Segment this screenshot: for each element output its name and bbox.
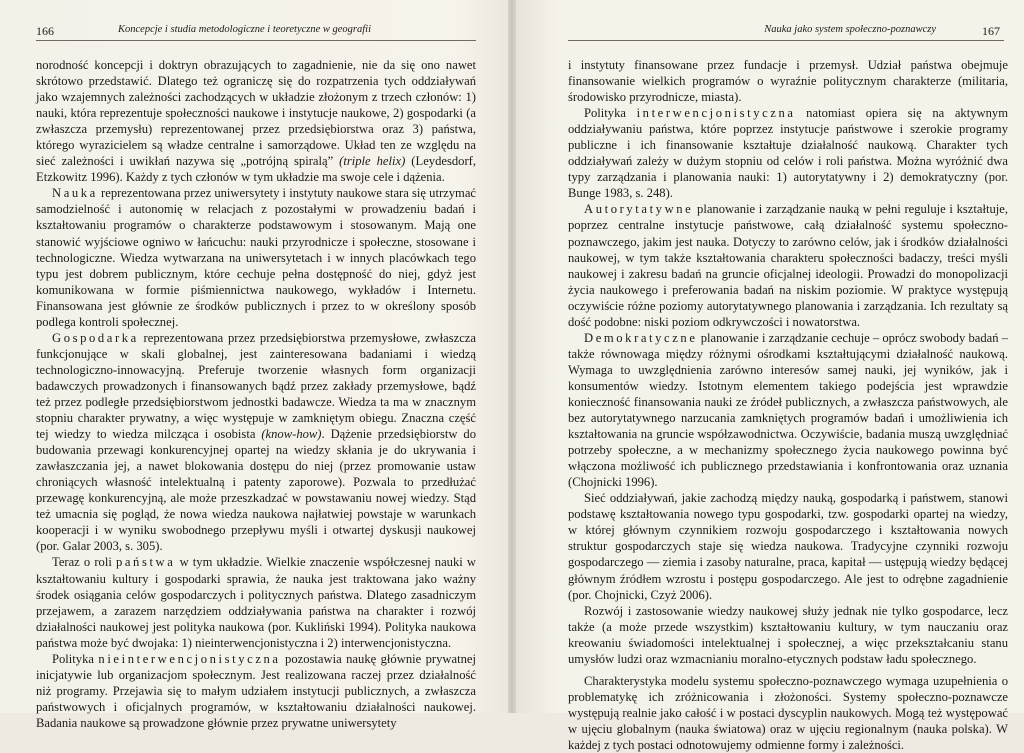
header-rule xyxy=(36,40,476,41)
text-run: Polityka xyxy=(52,651,99,666)
left-page-body xyxy=(36,57,476,731)
paragraph xyxy=(568,603,1008,667)
spaced-term: Nauka xyxy=(52,186,98,201)
text-run: planowanie i zarządzanie nauką w pełni reguluje i kształtuje, poprzez centralne instytucje państwowe, całą działalność systemu społeczno-poznawczego, jakim jest nauka. Dotyczy to zarówno celów, jak i środków działalności naukowej, w tym także kształtowania charakteru społeczności badaczy, treści myśli naukowej i zakresu badań na gruncie oficjalnej ideologii. Prowadzi do monopolizacji życia naukowego i preferowania badań na niskim poziomie. W praktyce występują oczywiście różne poziomy autorytatywnego planowania i zarządzania. Ich rezultaty są dość podobne: niski poziom odkrywczości i nowatorstwa. xyxy=(568,202,1008,329)
text-run: Polityka xyxy=(584,106,637,121)
text-run: Teraz o roli xyxy=(52,555,116,570)
text-run: i instytuty finansowane przez fundacje i przemysł. Udział państwa obejmuje finansowanie wielkich programów o wyraźnie politycznym charakterze (militaria, środowisko przyrodnicze, miasta). xyxy=(568,58,1008,105)
text-run: Charakterystyka modelu systemu społeczno-poznawczego wymaga uzupełnienia o problematykę ich zróżnicowania i złożoności. Systemy społeczno-poznawcze występują realnie jako całość i w postaci dyscyplin naukowych. Mogą też występować w ujęciu globalnym (nauka światowa) oraz w ujęciu regionalnym (nauka polska). W każdej z tych postaci odnotowujemy odmienne formy i zależności. xyxy=(568,673,1008,752)
left-page-header xyxy=(36,24,476,40)
running-head: Koncepcje i studia metodologiczne i teoretyczne w geografii xyxy=(118,24,372,35)
text-run: reprezentowana przez uniwersytety i instytuty naukowe stara się utrzymać samodzielność i autonomię w relacjach z pozostałymi w prowadzeniu badań i kształtowaniu programów o charakterze podstawowym i stosowanym. Mają one stanowić wyjściowe ogniwo w łańcuchu: nauki przyrodnicze i społeczne, stosowane i technologiczne. Wiedza wytwarzana na uniwersytetach i w innych placówkach tego typu jest dobrem publicznym, które cechuje pełna dostępność do niej, gdyż jest komunikowana w formie piśmiennictwa naukowego, wykładów i Internetu. Finansowana jest głównie ze środków publicznych i przez to w określony sposób podlega kontroli społecznej. xyxy=(36,186,476,329)
text-run: reprezentowana przez przedsiębiorstwa przemysłowe, zwłaszcza funkcjonujące w skali globalnej, jest zainteresowana badaniami i wiedzą technologiczno-innowacyjną. Preferuje tworzenie własnych form organizacji badawczych prowadzonych i finansowanych bądź przez zakłady przemysłowe, bądź też przez podległe przedsiębiorstwom jednostki badawcze. Wiedza ta ma w znacznym stopniu charakter prywatny, a więc występuje w zamkniętym obiegu. Znaczna część tej wiedzy to wiedza milcząca i osobista xyxy=(36,330,476,442)
italic-term: (know-how) xyxy=(261,427,322,442)
italic-term: (triple helix) xyxy=(339,154,406,169)
page-number: 166 xyxy=(36,24,54,38)
book-gutter xyxy=(508,0,516,713)
spaced-term: Autorytatywne xyxy=(584,202,694,217)
text-run: natomiast opiera się na aktywnym oddziaływaniu państwa, które poprzez instytucje państwowe i szerokie programy publiczne i ich finansowanie kształtuje działalność naukową. Charakter tych oddziaływań zależy w dużym stopniu od celów i roli państwa. Można wyróżnić dwa typy zarządzania i planowania nauki: 1) autorytatywny i 2) demokratyczny (por. Bunge 1983, s. 248). xyxy=(568,106,1008,201)
paragraph xyxy=(36,651,476,731)
text-run: Rozwój i zastosowanie wiedzy naukowej służy jednak nie tylko gospodarce, lecz także (a może przede wszystkim) kształtowaniu kultury, w tym nauczaniu oraz kreowaniu świadomości intelektualnej i społecznej, a więc przekształcaniu stanu umysłów ludzi oraz wzmacnianiu moralno-etycznych podstaw ładu społecznego. xyxy=(568,603,1008,666)
text-run: Sieć oddziaływań, jakie zachodzą między nauką, gospodarką i państwem, stanowi podstawę kształtowania nowego typu gospodarki, tzw. gospodarki opartej na wiedzy, w której głównym czynnikiem rozwoju gospodarczego i kształtowania nowych struktur gospodarczych staje się wiedza naukowa. Tradycyjne czynniki rozwoju gospodarczego — ziemia i zasoby naturalne, praca, kapitał — ustępują wiedzy będącej głównym źródłem wzrostu i postępu gospodarczego. Ale jest to odrębne zagadnienie (por. Chojnicki, Czyż 2006). xyxy=(568,491,1008,602)
text-run: w tym układzie. Wielkie znaczenie współczesnej nauki w kształtowaniu kultury i gospodarki sprawia, że nauka jest traktowana jako ważny środek osiągania celów gospodarczych i politycznych państwa. Dlatego zasadniczym przejawem, a zarazem narzędziem oddziaływania państwa na charakter i rozwój działalności naukowej jest polityka naukowa (por. Kukliński 1994). Polityka naukowa państwa może być dwojaka: 1) nieinterwencjonistyczna i 2) interwencjonistyczna. xyxy=(36,555,476,650)
spaced-term: Demokratyczne xyxy=(584,330,698,345)
running-head: Nauka jako system społeczno-poznawczy xyxy=(764,24,936,35)
page-number: 167 xyxy=(982,24,1000,38)
paragraph xyxy=(568,490,1008,602)
paragraph xyxy=(568,330,1008,490)
right-page-header xyxy=(568,24,1000,40)
right-page xyxy=(516,0,1024,752)
spaced-term: interwencjonistyczna xyxy=(636,106,796,121)
text-run: (Leydesdorf, Etzkowitz 1996). Każdy z tych członów w tym układzie ma swoje cele i dążenia. xyxy=(36,154,476,185)
spaced-term: nieinterwencjonistyczna xyxy=(98,651,281,666)
paragraph xyxy=(36,330,476,555)
text-run: . Dążenie przedsiębiorstw do budowania przewagi konkurencyjnej opartej na wiedzy skłania je do ukrywania i zawłaszczania jej, a nawet blokowania dostępu do niej (przez promowanie ustaw chroniących własność intelektualną i patenty zaporowe). Pozwala to przedłużać przewagę konkurencyjną, ale może przeszkadzać w powstawaniu nowej wiedzy. Stąd też umacnia się pogląd, że nowa wiedza naukowa najłatwiej powstaje w warunkach kooperacji i w wyniku swobodnego przepływu myśli i otwartej dyskusji naukowej (por. Galar 2003, s. 305). xyxy=(36,427,476,554)
paragraph xyxy=(568,673,1008,753)
paragraph xyxy=(36,185,476,329)
paragraph xyxy=(568,57,1008,105)
paragraph xyxy=(36,57,476,185)
text-run: norodność koncepcji i doktryn obrazujących to zagadnienie, nie da się ono nawet skrótowo przedstawić. Dlatego też ograniczę się do rozpatrzenia tych oddziaływań jako wzajemnych zależności zachodzących w układzie złożonym z trzech członów: 1) nauki, która reprezentuje społeczności naukowe i instytucje naukowe, 2) gospodarki (a zwłaszcza przemysłu) reprezentowanej przez przedsiębiorstwa oraz 3) państwa, którego wyrazicielem są władze centralne i samorządowe. Układ ten ze względu na sieć zależności i uwikłań nazywa się „potrójną spiralą” xyxy=(36,58,476,169)
spaced-term: państwa xyxy=(115,555,176,570)
right-page-body xyxy=(568,57,1008,753)
left-page xyxy=(0,0,508,730)
text-run: pozostawia naukę głównie prywatnej inicjatywie lub organizacjom społecznym. Jest realizowana raczej przez działalność niż programy. Przejawia się to małym udziałem instytucji publicznych, a zwłaszcza państwowych i oficjalnych programów, w kształtowaniu działalności naukowej. Badania naukowe są prowadzone głównie przez prywatne uniwersytety xyxy=(36,651,476,730)
paragraph xyxy=(568,105,1008,201)
spaced-term: Gospodarka xyxy=(52,330,139,345)
paragraph xyxy=(36,554,476,650)
text-run: planowanie i zarządzanie cechuje – oprócz swobody badań – także równowaga między różnymi ośrodkami kształtującymi działalność naukową. Wymaga to uwzględnienia zarówno interesów samej nauki, jej wyników, jak i konsumentów wiedzy. Istotnym elementem takiego podejścia jest wprawdzie konieczność finansowania nauki ze źródeł publicznych, a zwłaszcza państwowych, ale bez autorytatywnego narzucania zamkniętych programów badań i umożliwienia ich kształtowania na gruncie współzawodnictwa. Oczywiście, badania muszą uwzględniać potrzeby społeczne, a w mechanizmy społecznego życia naukowego powinna być włączona możliwość ich publicznego przedstawiania i konfrontowania oraz uznania (Chojnicki 1996). xyxy=(568,330,1008,490)
header-rule xyxy=(568,40,1004,41)
paragraph xyxy=(568,201,1008,329)
